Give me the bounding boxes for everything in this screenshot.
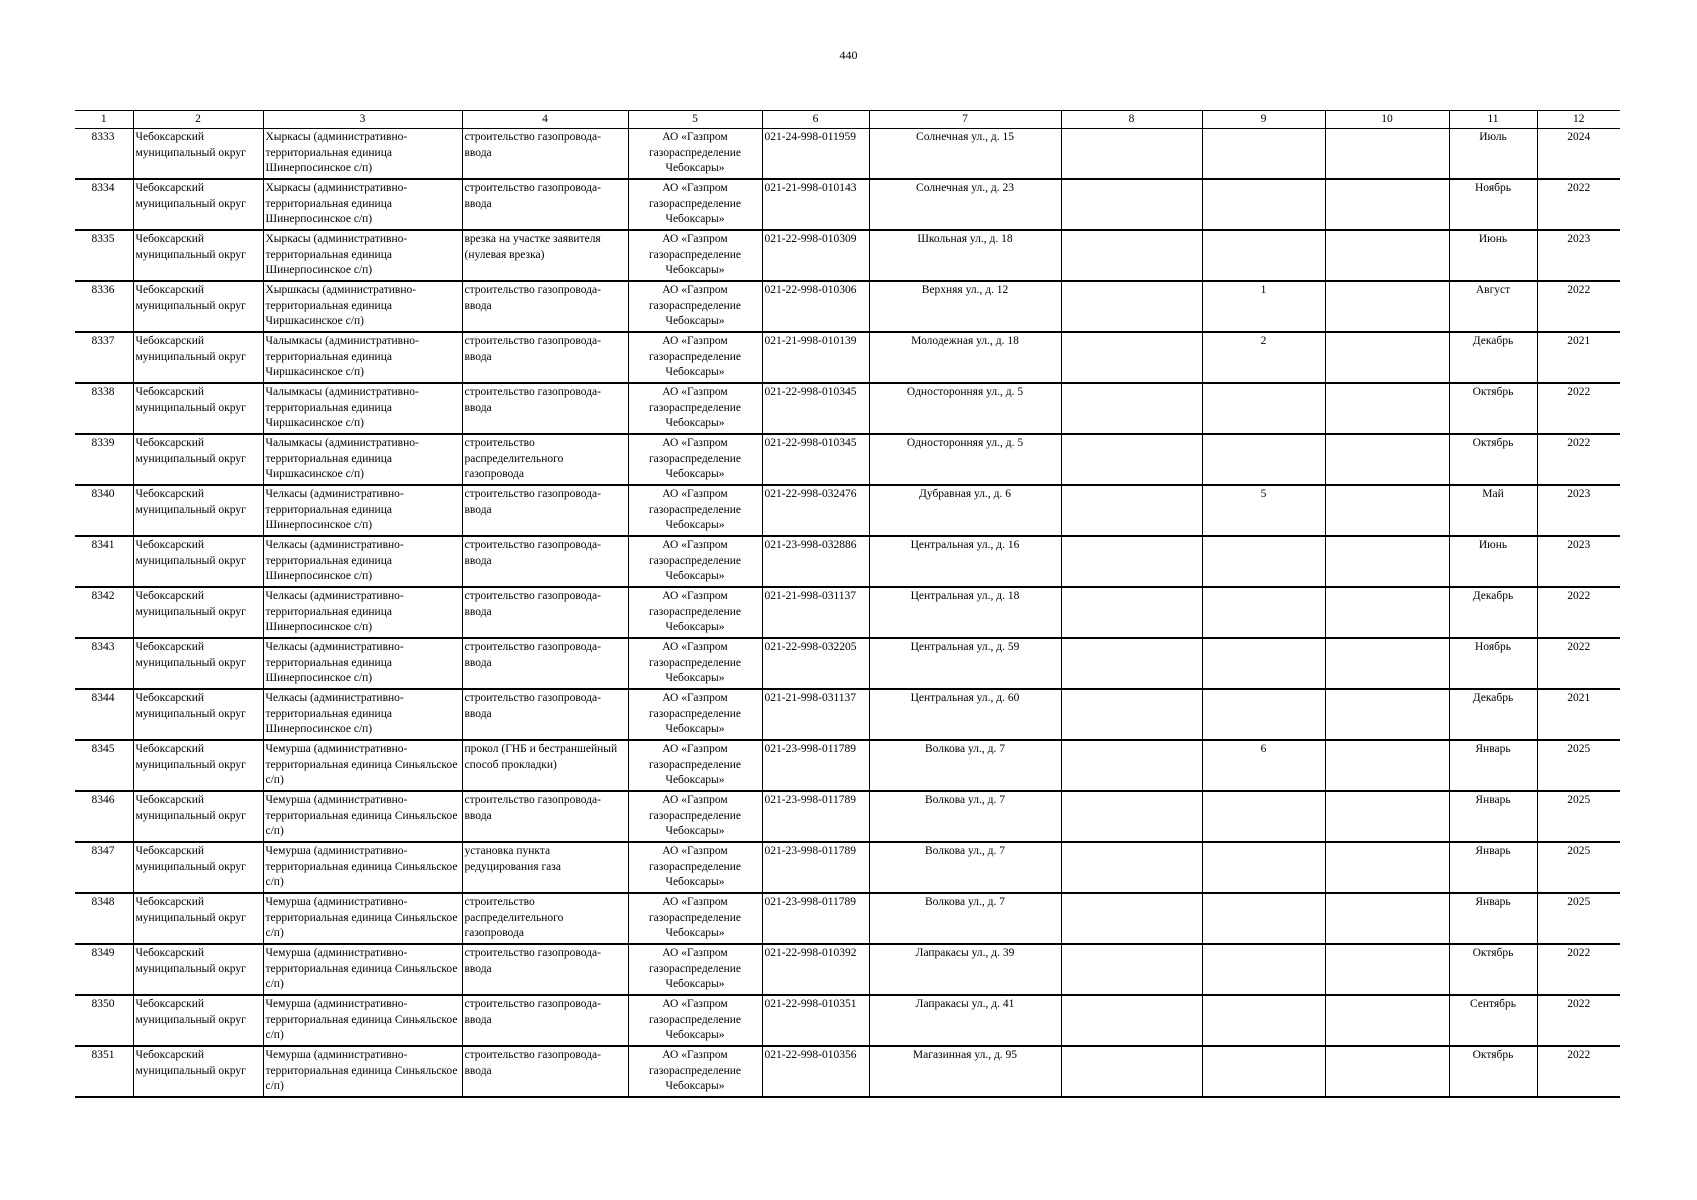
table-row — [75, 842, 1620, 893]
application-code-cell: 021-22-998-010392 — [762, 944, 869, 995]
year-cell: 2022 — [1537, 995, 1620, 1046]
column-10-cell — [1325, 944, 1449, 995]
row-number: 8339 — [75, 434, 133, 485]
address-cell: Дубравная ул., д. 6 — [869, 485, 1061, 536]
address-cell: Магазинная ул., д. 95 — [869, 1046, 1061, 1097]
year-cell: 2023 — [1537, 230, 1620, 281]
application-code-cell: 021-21-998-031137 — [762, 587, 869, 638]
month-cell: Декабрь — [1449, 587, 1537, 638]
month-cell: Январь — [1449, 893, 1537, 944]
row-number: 8349 — [75, 944, 133, 995]
application-code-cell: 021-23-998-011789 — [762, 893, 869, 944]
locality-cell: Чалымкасы (административно-территориальная единица Чиршкасинское с/п) — [263, 332, 462, 383]
column-8-cell — [1061, 893, 1202, 944]
locality-cell: Челкасы (административно-территориальная единица Шинерпосинское с/п) — [263, 638, 462, 689]
table-row — [75, 740, 1620, 791]
month-cell: Октябрь — [1449, 434, 1537, 485]
work-type-cell: строительство газопровода-ввода — [462, 281, 628, 332]
page-number: 440 — [839, 48, 858, 62]
column-9-cell — [1202, 689, 1325, 740]
column-header-1: 1 — [75, 111, 133, 129]
table-row — [75, 281, 1620, 332]
company-cell: АО «Газпром газораспределение Чебоксары» — [628, 230, 762, 281]
company-cell: АО «Газпром газораспределение Чебоксары» — [628, 129, 762, 180]
district-cell: Чебоксарский муниципальный округ — [133, 689, 263, 740]
work-type-cell: строительство газопровода-ввода — [462, 587, 628, 638]
work-type-cell: строительство газопровода-ввода — [462, 383, 628, 434]
locality-cell: Чемурша (административно-территориальная единица Синьяльское с/п) — [263, 791, 462, 842]
column-8-cell — [1061, 638, 1202, 689]
column-9-cell — [1202, 129, 1325, 180]
work-type-cell: строительство газопровода-ввода — [462, 944, 628, 995]
application-code-cell: 021-22-998-010345 — [762, 434, 869, 485]
locality-cell: Хыркасы (административно-территориальная единица Шинерпосинское с/п) — [263, 129, 462, 180]
work-type-cell: установка пункта редуцирования газа — [462, 842, 628, 893]
district-cell: Чебоксарский муниципальный округ — [133, 129, 263, 180]
month-cell: Октябрь — [1449, 944, 1537, 995]
district-cell: Чебоксарский муниципальный округ — [133, 179, 263, 230]
column-10-cell — [1325, 638, 1449, 689]
locality-cell: Чемурша (административно-территориальная единица Синьяльское с/п) — [263, 842, 462, 893]
application-code-cell: 021-22-998-010345 — [762, 383, 869, 434]
column-header-12: 12 — [1537, 111, 1620, 129]
year-cell: 2022 — [1537, 383, 1620, 434]
company-cell: АО «Газпром газораспределение Чебоксары» — [628, 791, 762, 842]
district-cell: Чебоксарский муниципальный округ — [133, 281, 263, 332]
column-9-cell — [1202, 995, 1325, 1046]
column-10-cell — [1325, 434, 1449, 485]
table-row — [75, 536, 1620, 587]
district-cell: Чебоксарский муниципальный округ — [133, 893, 263, 944]
year-cell: 2022 — [1537, 1046, 1620, 1097]
row-number: 8346 — [75, 791, 133, 842]
row-number: 8343 — [75, 638, 133, 689]
address-cell: Односторонняя ул., д. 5 — [869, 383, 1061, 434]
column-10-cell — [1325, 536, 1449, 587]
work-type-cell: строительство газопровода-ввода — [462, 995, 628, 1046]
column-8-cell — [1061, 434, 1202, 485]
row-number: 8350 — [75, 995, 133, 1046]
month-cell: Май — [1449, 485, 1537, 536]
row-number: 8336 — [75, 281, 133, 332]
district-cell: Чебоксарский муниципальный округ — [133, 944, 263, 995]
row-number: 8351 — [75, 1046, 133, 1097]
month-cell: Ноябрь — [1449, 179, 1537, 230]
company-cell: АО «Газпром газораспределение Чебоксары» — [628, 638, 762, 689]
row-number: 8338 — [75, 383, 133, 434]
column-10-cell — [1325, 281, 1449, 332]
district-cell: Чебоксарский муниципальный округ — [133, 638, 263, 689]
column-9-cell: 6 — [1202, 740, 1325, 791]
column-9-cell — [1202, 944, 1325, 995]
address-cell: Солнечная ул., д. 23 — [869, 179, 1061, 230]
application-code-cell: 021-22-998-010306 — [762, 281, 869, 332]
address-cell: Центральная ул., д. 16 — [869, 536, 1061, 587]
column-header-3: 3 — [263, 111, 462, 129]
table-row — [75, 434, 1620, 485]
address-cell: Лапракасы ул., д. 39 — [869, 944, 1061, 995]
address-cell: Верхняя ул., д. 12 — [869, 281, 1061, 332]
company-cell: АО «Газпром газораспределение Чебоксары» — [628, 587, 762, 638]
address-cell: Волкова ул., д. 7 — [869, 791, 1061, 842]
district-cell: Чебоксарский муниципальный округ — [133, 842, 263, 893]
column-header-8: 8 — [1061, 111, 1202, 129]
column-9-cell — [1202, 638, 1325, 689]
column-header-2: 2 — [133, 111, 263, 129]
year-cell: 2022 — [1537, 281, 1620, 332]
work-type-cell: строительство газопровода-ввода — [462, 536, 628, 587]
column-8-cell — [1061, 842, 1202, 893]
work-type-cell: врезка на участке заявителя (нулевая врезка) — [462, 230, 628, 281]
application-code-cell: 021-24-998-011959 — [762, 129, 869, 180]
row-number: 8340 — [75, 485, 133, 536]
year-cell: 2022 — [1537, 944, 1620, 995]
column-9-cell: 1 — [1202, 281, 1325, 332]
column-10-cell — [1325, 689, 1449, 740]
column-8-cell — [1061, 485, 1202, 536]
table-row — [75, 230, 1620, 281]
work-type-cell: строительство распределительного газопровода — [462, 893, 628, 944]
locality-cell: Чемурша (административно-территориальная единица Синьяльское с/п) — [263, 995, 462, 1046]
column-9-cell — [1202, 383, 1325, 434]
table-row — [75, 587, 1620, 638]
month-cell: Октябрь — [1449, 383, 1537, 434]
column-8-cell — [1061, 281, 1202, 332]
district-cell: Чебоксарский муниципальный округ — [133, 1046, 263, 1097]
column-8-cell — [1061, 791, 1202, 842]
month-cell: Декабрь — [1449, 332, 1537, 383]
column-8-cell — [1061, 129, 1202, 180]
locality-cell: Хыршкасы (административно-территориальная единица Чиршкасинское с/п) — [263, 281, 462, 332]
column-10-cell — [1325, 587, 1449, 638]
application-code-cell: 021-23-998-032886 — [762, 536, 869, 587]
company-cell: АО «Газпром газораспределение Чебоксары» — [628, 332, 762, 383]
locality-cell: Чалымкасы (административно-территориальная единица Чиршкасинское с/п) — [263, 383, 462, 434]
month-cell: Январь — [1449, 791, 1537, 842]
district-cell: Чебоксарский муниципальный округ — [133, 995, 263, 1046]
column-9-cell — [1202, 230, 1325, 281]
application-code-cell: 021-22-998-010351 — [762, 995, 869, 1046]
table-row — [75, 1046, 1620, 1097]
locality-cell: Чалымкасы (административно-территориальная единица Чиршкасинское с/п) — [263, 434, 462, 485]
column-9-cell: 2 — [1202, 332, 1325, 383]
row-number: 8345 — [75, 740, 133, 791]
company-cell: АО «Газпром газораспределение Чебоксары» — [628, 1046, 762, 1097]
application-code-cell: 021-22-998-010309 — [762, 230, 869, 281]
row-number: 8347 — [75, 842, 133, 893]
column-header-7: 7 — [869, 111, 1061, 129]
column-10-cell — [1325, 842, 1449, 893]
application-code-cell: 021-22-998-010356 — [762, 1046, 869, 1097]
table-row — [75, 689, 1620, 740]
year-cell: 2023 — [1537, 485, 1620, 536]
district-cell: Чебоксарский муниципальный округ — [133, 230, 263, 281]
year-cell: 2024 — [1537, 129, 1620, 180]
district-cell: Чебоксарский муниципальный округ — [133, 536, 263, 587]
table-row — [75, 332, 1620, 383]
locality-cell: Челкасы (административно-территориальная единица Шинерпосинское с/п) — [263, 689, 462, 740]
column-9-cell — [1202, 587, 1325, 638]
company-cell: АО «Газпром газораспределение Чебоксары» — [628, 434, 762, 485]
application-code-cell: 021-22-998-032476 — [762, 485, 869, 536]
table-row — [75, 638, 1620, 689]
locality-cell: Чемурша (административно-территориальная единица Синьяльское с/п) — [263, 944, 462, 995]
column-9-cell — [1202, 1046, 1325, 1097]
district-cell: Чебоксарский муниципальный округ — [133, 434, 263, 485]
district-cell: Чебоксарский муниципальный округ — [133, 383, 263, 434]
year-cell: 2022 — [1537, 638, 1620, 689]
table-row — [75, 791, 1620, 842]
year-cell: 2022 — [1537, 434, 1620, 485]
column-header-5: 5 — [628, 111, 762, 129]
district-cell: Чебоксарский муниципальный округ — [133, 485, 263, 536]
company-cell: АО «Газпром газораспределение Чебоксары» — [628, 995, 762, 1046]
company-cell: АО «Газпром газораспределение Чебоксары» — [628, 689, 762, 740]
column-9-cell: 5 — [1202, 485, 1325, 536]
company-cell: АО «Газпром газораспределение Чебоксары» — [628, 893, 762, 944]
application-code-cell: 021-21-998-010139 — [762, 332, 869, 383]
column-8-cell — [1061, 332, 1202, 383]
address-cell: Центральная ул., д. 60 — [869, 689, 1061, 740]
application-code-cell: 021-21-998-031137 — [762, 689, 869, 740]
district-cell: Чебоксарский муниципальный округ — [133, 740, 263, 791]
address-cell: Молодежная ул., д. 18 — [869, 332, 1061, 383]
row-number: 8341 — [75, 536, 133, 587]
application-code-cell: 021-21-998-010143 — [762, 179, 869, 230]
column-8-cell — [1061, 740, 1202, 791]
column-9-cell — [1202, 893, 1325, 944]
column-header-11: 11 — [1449, 111, 1537, 129]
month-cell: Июнь — [1449, 536, 1537, 587]
header-row — [75, 111, 1620, 129]
registry-table — [75, 110, 1620, 1098]
district-cell: Чебоксарский муниципальный округ — [133, 587, 263, 638]
table-header — [75, 111, 1620, 129]
company-cell: АО «Газпром газораспределение Чебоксары» — [628, 383, 762, 434]
address-cell: Волкова ул., д. 7 — [869, 740, 1061, 791]
year-cell: 2022 — [1537, 587, 1620, 638]
company-cell: АО «Газпром газораспределение Чебоксары» — [628, 842, 762, 893]
address-cell: Школьная ул., д. 18 — [869, 230, 1061, 281]
column-10-cell — [1325, 791, 1449, 842]
work-type-cell: строительство распределительного газопровода — [462, 434, 628, 485]
month-cell: Октябрь — [1449, 1046, 1537, 1097]
work-type-cell: прокол (ГНБ и бестраншейный способ прокладки) — [462, 740, 628, 791]
column-8-cell — [1061, 536, 1202, 587]
month-cell: Август — [1449, 281, 1537, 332]
table-row — [75, 179, 1620, 230]
column-header-10: 10 — [1325, 111, 1449, 129]
column-10-cell — [1325, 740, 1449, 791]
column-8-cell — [1061, 1046, 1202, 1097]
column-9-cell — [1202, 842, 1325, 893]
address-cell: Солнечная ул., д. 15 — [869, 129, 1061, 180]
locality-cell: Чемурша (административно-территориальная единица Синьяльское с/п) — [263, 740, 462, 791]
column-10-cell — [1325, 332, 1449, 383]
column-10-cell — [1325, 230, 1449, 281]
column-10-cell — [1325, 129, 1449, 180]
locality-cell: Челкасы (административно-территориальная единица Шинерпосинское с/п) — [263, 536, 462, 587]
locality-cell: Чемурша (административно-территориальная единица Синьяльское с/п) — [263, 1046, 462, 1097]
column-9-cell — [1202, 536, 1325, 587]
column-9-cell — [1202, 179, 1325, 230]
work-type-cell: строительство газопровода-ввода — [462, 1046, 628, 1097]
month-cell: Ноябрь — [1449, 638, 1537, 689]
table-row — [75, 893, 1620, 944]
table-row — [75, 485, 1620, 536]
month-cell: Июнь — [1449, 230, 1537, 281]
work-type-cell: строительство газопровода-ввода — [462, 791, 628, 842]
company-cell: АО «Газпром газораспределение Чебоксары» — [628, 281, 762, 332]
company-cell: АО «Газпром газораспределение Чебоксары» — [628, 740, 762, 791]
column-8-cell — [1061, 383, 1202, 434]
table-body — [75, 129, 1620, 1098]
column-9-cell — [1202, 791, 1325, 842]
table-row — [75, 129, 1620, 180]
address-cell: Центральная ул., д. 18 — [869, 587, 1061, 638]
table-row — [75, 995, 1620, 1046]
work-type-cell: строительство газопровода-ввода — [462, 689, 628, 740]
year-cell: 2025 — [1537, 893, 1620, 944]
column-10-cell — [1325, 383, 1449, 434]
work-type-cell: строительство газопровода-ввода — [462, 179, 628, 230]
row-number: 8337 — [75, 332, 133, 383]
year-cell: 2021 — [1537, 332, 1620, 383]
company-cell: АО «Газпром газораспределение Чебоксары» — [628, 179, 762, 230]
locality-cell: Хыркасы (административно-территориальная единица Шинерпосинское с/п) — [263, 179, 462, 230]
column-10-cell — [1325, 179, 1449, 230]
column-9-cell — [1202, 434, 1325, 485]
column-10-cell — [1325, 1046, 1449, 1097]
column-8-cell — [1061, 179, 1202, 230]
row-number: 8333 — [75, 129, 133, 180]
row-number: 8348 — [75, 893, 133, 944]
column-10-cell — [1325, 995, 1449, 1046]
row-number: 8342 — [75, 587, 133, 638]
work-type-cell: строительство газопровода-ввода — [462, 332, 628, 383]
address-cell: Лапракасы ул., д. 41 — [869, 995, 1061, 1046]
application-code-cell: 021-23-998-011789 — [762, 842, 869, 893]
application-code-cell: 021-23-998-011789 — [762, 740, 869, 791]
year-cell: 2025 — [1537, 842, 1620, 893]
year-cell: 2025 — [1537, 791, 1620, 842]
work-type-cell: строительство газопровода-ввода — [462, 129, 628, 180]
column-8-cell — [1061, 587, 1202, 638]
column-8-cell — [1061, 689, 1202, 740]
row-number: 8344 — [75, 689, 133, 740]
company-cell: АО «Газпром газораспределение Чебоксары» — [628, 944, 762, 995]
column-header-4: 4 — [462, 111, 628, 129]
company-cell: АО «Газпром газораспределение Чебоксары» — [628, 485, 762, 536]
district-cell: Чебоксарский муниципальный округ — [133, 791, 263, 842]
locality-cell: Челкасы (административно-территориальная единица Шинерпосинское с/п) — [263, 587, 462, 638]
year-cell: 2025 — [1537, 740, 1620, 791]
address-cell: Центральная ул., д. 59 — [869, 638, 1061, 689]
work-type-cell: строительство газопровода-ввода — [462, 485, 628, 536]
row-number: 8334 — [75, 179, 133, 230]
column-8-cell — [1061, 944, 1202, 995]
year-cell: 2021 — [1537, 689, 1620, 740]
address-cell: Волкова ул., д. 7 — [869, 842, 1061, 893]
column-10-cell — [1325, 893, 1449, 944]
column-10-cell — [1325, 485, 1449, 536]
address-cell: Односторонняя ул., д. 5 — [869, 434, 1061, 485]
column-header-6: 6 — [762, 111, 869, 129]
column-8-cell — [1061, 995, 1202, 1046]
locality-cell: Хыркасы (административно-территориальная единица Шинерпосинское с/п) — [263, 230, 462, 281]
month-cell: Январь — [1449, 740, 1537, 791]
column-header-9: 9 — [1202, 111, 1325, 129]
locality-cell: Челкасы (административно-территориальная единица Шинерпосинское с/п) — [263, 485, 462, 536]
company-cell: АО «Газпром газораспределение Чебоксары» — [628, 536, 762, 587]
address-cell: Волкова ул., д. 7 — [869, 893, 1061, 944]
month-cell: Январь — [1449, 842, 1537, 893]
work-type-cell: строительство газопровода-ввода — [462, 638, 628, 689]
row-number: 8335 — [75, 230, 133, 281]
district-cell: Чебоксарский муниципальный округ — [133, 332, 263, 383]
year-cell: 2023 — [1537, 536, 1620, 587]
application-code-cell: 021-22-998-032205 — [762, 638, 869, 689]
month-cell: Сентябрь — [1449, 995, 1537, 1046]
locality-cell: Чемурша (административно-территориальная единица Синьяльское с/п) — [263, 893, 462, 944]
month-cell: Июль — [1449, 129, 1537, 180]
year-cell: 2022 — [1537, 179, 1620, 230]
month-cell: Декабрь — [1449, 689, 1537, 740]
application-code-cell: 021-23-998-011789 — [762, 791, 869, 842]
table-row — [75, 383, 1620, 434]
column-8-cell — [1061, 230, 1202, 281]
table-row — [75, 944, 1620, 995]
